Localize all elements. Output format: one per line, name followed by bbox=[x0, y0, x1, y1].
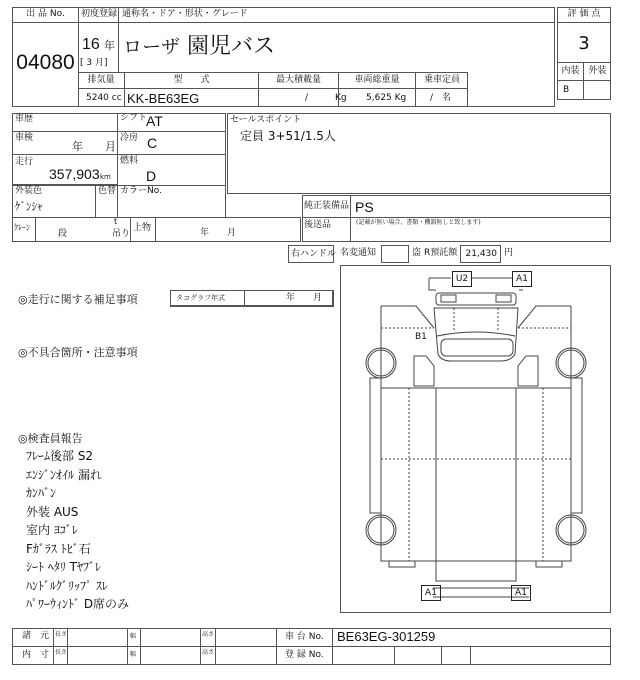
damage-mark-u2: U2 bbox=[452, 271, 472, 287]
max-load: / Kg bbox=[305, 93, 347, 103]
spec-width-label: 幅 bbox=[130, 633, 137, 640]
inner-label: 内 寸 bbox=[22, 650, 50, 660]
gross-label: 車両総重量 bbox=[354, 75, 400, 85]
chassis-number: BE63EG-301259 bbox=[337, 629, 436, 644]
tacho-label: タコグラフ年式 bbox=[176, 294, 225, 302]
body-date: 年 月 bbox=[200, 228, 237, 238]
report-title: ◎検査員報告 bbox=[18, 432, 83, 445]
grade: 園児バス bbox=[187, 34, 276, 59]
equipment-value: PS bbox=[355, 199, 374, 215]
sales-point-text: 定員 3+51/1.5人 bbox=[240, 129, 336, 143]
damage-mark-a1-rear-left: A1 bbox=[421, 585, 441, 601]
report-line: ｶﾝﾊﾞﾝ bbox=[26, 486, 57, 500]
interior-label: 内装 bbox=[561, 66, 580, 76]
color-label: 外装色 bbox=[15, 186, 43, 196]
driving-notes-title: ◎走行に関する補足事項 bbox=[18, 293, 138, 306]
inner-height-label: 高さ bbox=[202, 649, 215, 656]
registration-label: 登 録 No. bbox=[285, 650, 324, 660]
fuel-label: 燃料 bbox=[120, 156, 139, 166]
spec-height-label: 高さ bbox=[202, 631, 215, 638]
fuel-value: D bbox=[146, 168, 157, 184]
later-label: 後送品 bbox=[304, 220, 332, 230]
spec-length-label: 長さ bbox=[55, 631, 68, 638]
damage-mark-a1-front: A1 bbox=[512, 271, 532, 287]
inspection-date: 年 月 bbox=[72, 140, 116, 153]
defects-title: ◎不具合箇所・注意事項 bbox=[18, 346, 138, 359]
report-line: ﾊﾝﾄﾞﾙｸﾞﾘｯﾌﾟ ｽﾚ bbox=[26, 578, 108, 593]
name-label: 通称名・ドア・形状・グレード bbox=[122, 9, 248, 19]
crane-hoist: 吊り bbox=[112, 229, 131, 239]
reg-year: 16 bbox=[82, 36, 100, 53]
theft-label: 盗 bbox=[412, 248, 422, 258]
equipment-label: 純正装備品 bbox=[304, 201, 350, 211]
inner-width-label: 幅 bbox=[130, 651, 137, 658]
name-change-label: 名変通知 bbox=[340, 248, 377, 258]
report-line: 外装 AUS bbox=[26, 504, 79, 519]
right-hand-drive-badge: 右ハンドル bbox=[288, 245, 334, 263]
exterior-label: 外装 bbox=[588, 66, 607, 76]
body-label: 上物 bbox=[133, 223, 152, 233]
cap-label: 乗車定員 bbox=[423, 75, 460, 85]
recycle-amount: 21,430 bbox=[460, 245, 501, 263]
lot-number: 04080 bbox=[16, 51, 75, 74]
score-label: 評 価 点 bbox=[567, 9, 601, 19]
inspection-label: 車検 bbox=[15, 133, 34, 143]
mileage-label: 走行 bbox=[15, 157, 34, 167]
mileage-unit: km bbox=[100, 173, 111, 181]
spec-label: 諸 元 bbox=[22, 631, 50, 641]
damage-mark-a1-rear-right: A1 bbox=[511, 585, 531, 601]
crane-steps: 段 bbox=[58, 229, 68, 239]
report-line: ｴﾝｼﾞﾝｵｲﾙ 漏れ bbox=[26, 467, 102, 482]
color-value: ｹﾞﾝｼｬ bbox=[15, 200, 43, 213]
mileage-value: 357,903 bbox=[49, 166, 100, 182]
color-change-label: 色替 bbox=[98, 186, 117, 196]
load-label: 最大積載量 bbox=[275, 75, 321, 85]
vehicle-diagram bbox=[340, 265, 611, 613]
yen-label: 円 bbox=[504, 248, 514, 258]
model-code: KK-BE63EG bbox=[127, 91, 200, 106]
ac-label: 冷房 bbox=[120, 133, 139, 143]
damage-mark-b1: B1 bbox=[415, 332, 427, 342]
shift-label: シフト bbox=[120, 113, 148, 123]
color-no-label: カラーNo. bbox=[120, 186, 162, 196]
shift-value: AT bbox=[146, 113, 163, 129]
crane-label: ｸﾚｰﾝ bbox=[14, 223, 30, 232]
report-line: ﾌﾚｰﾑ後部 S2 bbox=[26, 449, 94, 463]
model-label: 型 式 bbox=[173, 75, 210, 85]
score-value: 3 bbox=[578, 33, 590, 54]
chassis-label: 車 台 No. bbox=[285, 632, 324, 642]
ac-value: C bbox=[147, 135, 158, 151]
crane-t: t bbox=[114, 217, 118, 226]
inspector-report-list bbox=[26, 447, 129, 614]
later-note: (記載が無い場合、書類・機器無しと致します) bbox=[356, 219, 481, 226]
recycle-label: R預託額 bbox=[424, 248, 458, 258]
history-label: 車歴 bbox=[15, 114, 34, 124]
first-reg-label: 初度登録 bbox=[81, 9, 118, 19]
gross-weight: 5,625 Kg bbox=[366, 93, 407, 103]
report-line: 室内 ﾖｺﾞﾚ bbox=[26, 523, 78, 537]
sales-point-label: セールスポイント bbox=[230, 115, 302, 125]
inner-length-label: 長さ bbox=[55, 649, 68, 656]
report-line: Fｶﾞﾗｽ ﾄﾋﾞ石 bbox=[26, 541, 91, 556]
interior-grade: B bbox=[563, 85, 570, 95]
displacement: 5240 cc bbox=[86, 93, 122, 103]
year-unit: 年 bbox=[104, 39, 115, 52]
reg-month: [ 3 月] bbox=[80, 58, 108, 68]
car-name: ローザ bbox=[123, 36, 181, 58]
report-line: ｼｰﾄ ﾍﾀﾘ Tﾔﾌﾞﾚ bbox=[26, 560, 101, 574]
report-line: ﾊﾟﾜｰｳｨﾝﾄﾞ D席のみ bbox=[26, 597, 130, 611]
tacho-date: 年 月 bbox=[286, 293, 323, 303]
lot-label: 出 品 No. bbox=[26, 9, 65, 19]
capacity: / 名 bbox=[430, 93, 452, 103]
disp-label: 排気量 bbox=[87, 75, 115, 85]
